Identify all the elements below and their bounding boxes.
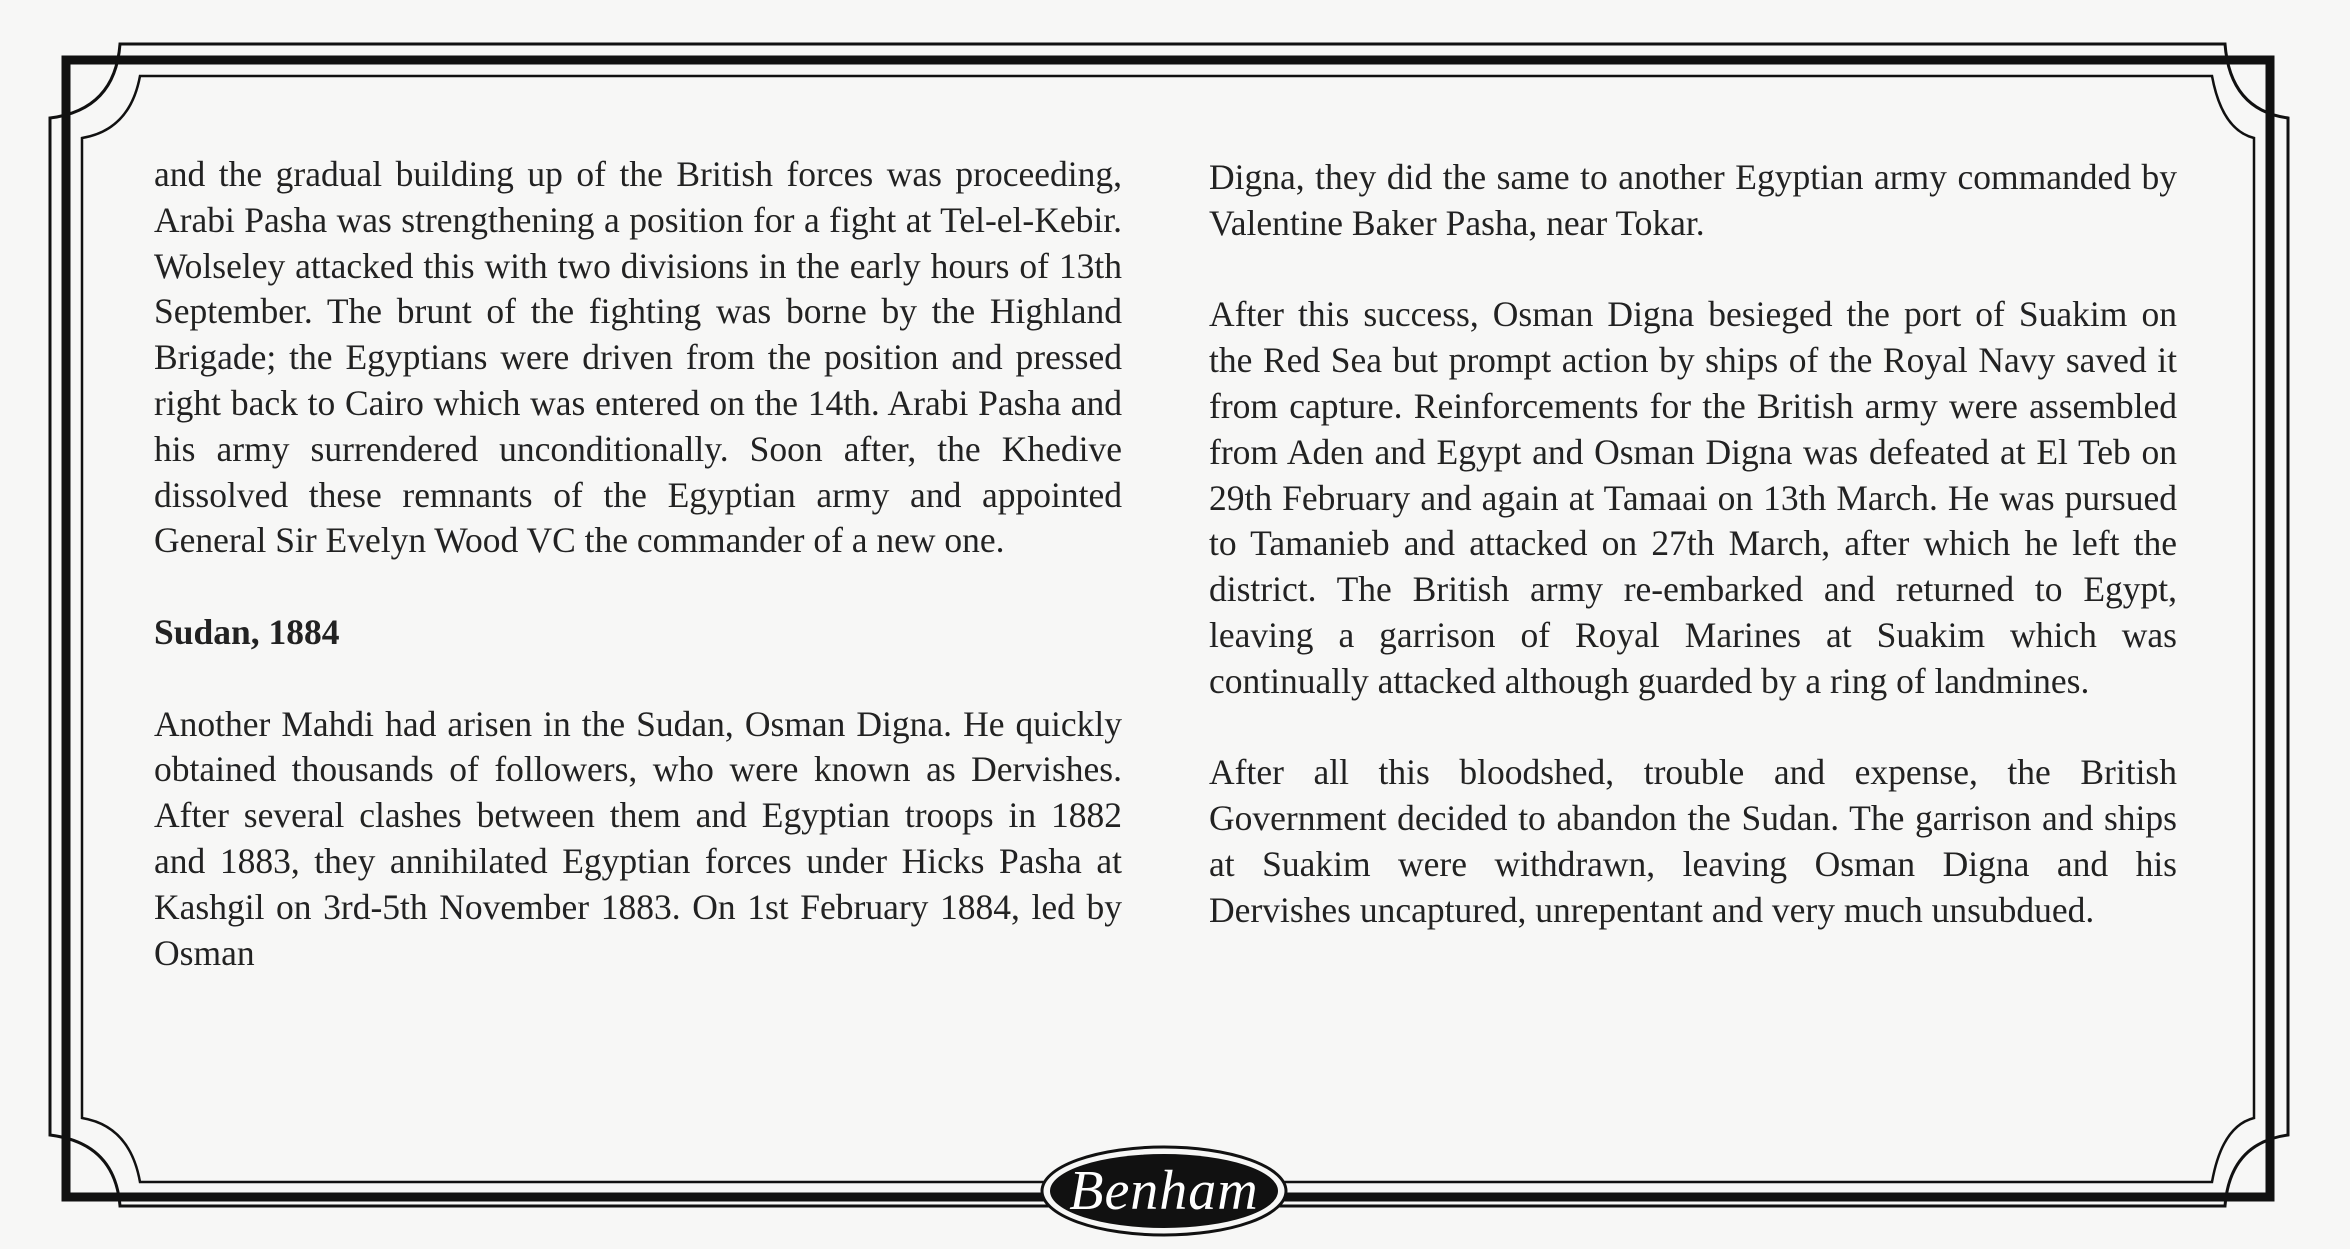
right-paragraph-3: After all this bloodshed, trouble and expense, the British Government decided to abandon the Sudan. The garrison and ships at Suakim were withdrawn, leaving Osman Digna and his Dervishes uncaptured, unrepentant and very much unsubdued.	[1209, 752, 2177, 930]
right-paragraph-1: Digna, they did the same to another Egyptian army commanded by Valentine Baker Pasha, near Tokar.	[1209, 157, 2177, 243]
left-paragraph-2: Another Mahdi had arisen in the Sudan, Osman Digna. He quickly obtained thousands of followers, who were known as Dervishes. After several clashes between them and Egyptian troops in 1882 and 1883, they annihilated Egyptian forces under Hicks Pasha at Kashgil on 3rd-5th November 1883. On 1st February 1884, led by Osman	[154, 703, 1122, 973]
right-paragraph-2: After this success, Osman Digna besieged the port of Suakim on the Red Sea but prompt action by ships of the Royal Navy saved it from capture. Reinforcements for the British army were assembled from Aden and Egypt and Osman Digna was defeated at El Teb on 29th February and again at Tamaai on 13th March. He was pursued to Tamanieb and attacked on 27th March, after which he left the district. The British army re-embarked and returned to Egypt, leaving a garrison of Royal Marines at Suakim which was continually attacked although guarded by a ring of landmines.	[1209, 294, 2177, 701]
left-paragraph-1: and the gradual building up of the British forces was proceeding, Arabi Pasha was strengthening a position for a fight at Tel-el-Kebir. Wolseley attacked this with two divisions in the early hours of 13th September. The brunt of the fighting was borne by the Highland Brigade; the Egyptians were driven from the position and pressed right back to Cairo which was entered on the 14th. Arabi Pasha and his army surrendered unconditionally. Soon after, the Khedive dissolved these remnants of the Egyptian army and appointed General Sir Evelyn Wood VC the commander of a new one.	[154, 154, 1122, 561]
logo-text: Benham	[1069, 1160, 1259, 1222]
benham-logo	[1038, 1143, 1290, 1239]
left-text-column	[154, 152, 1122, 976]
right-text-column	[1209, 155, 2177, 934]
section-heading: Sudan, 1884	[154, 611, 340, 652]
